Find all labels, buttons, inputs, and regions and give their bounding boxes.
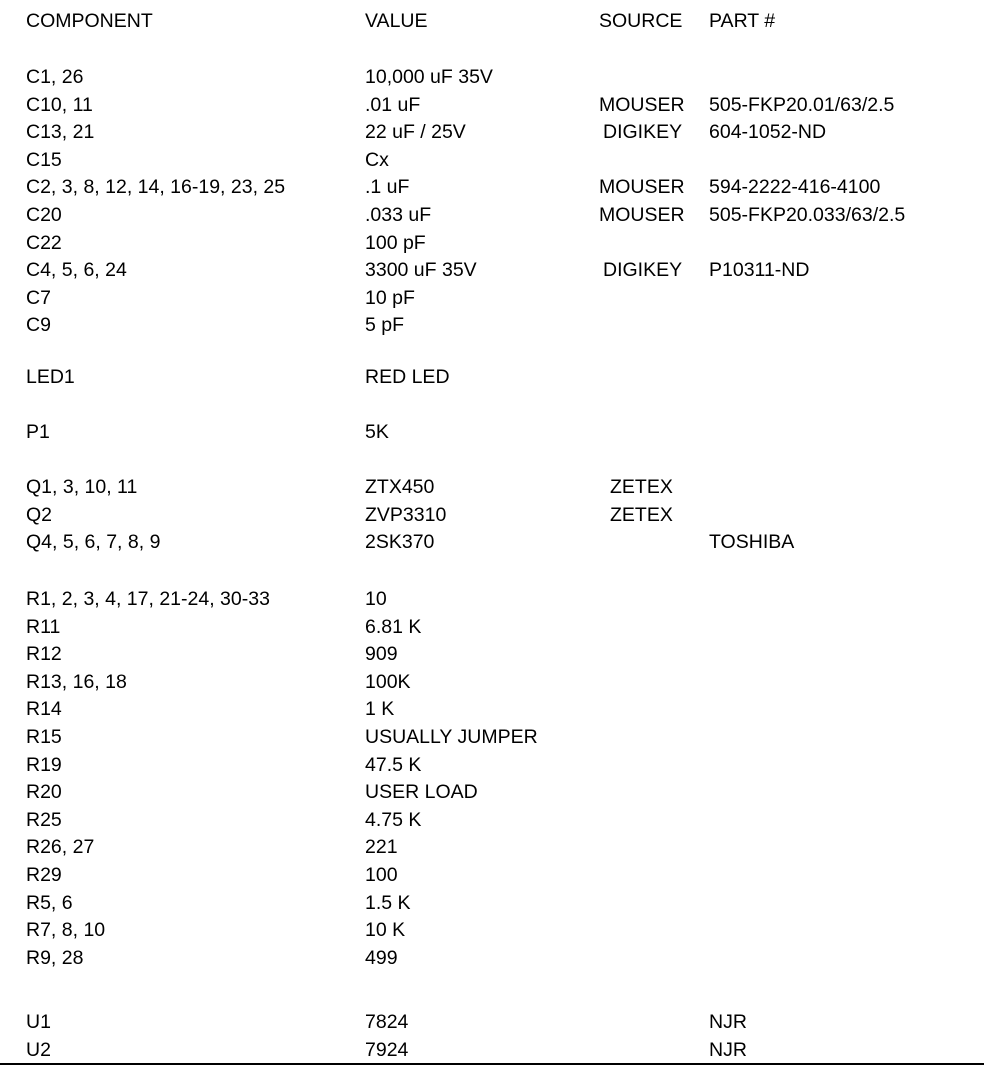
value-cell: ZTX450 bbox=[365, 476, 435, 498]
header-row bbox=[0, 7, 984, 35]
bom-row bbox=[0, 640, 984, 668]
part-cell: P10311-ND bbox=[709, 259, 810, 282]
value-cell: ZVP3310 bbox=[365, 503, 447, 526]
value-cell: 2SK370 bbox=[365, 531, 435, 554]
component-cell: Q4, 5, 6, 7, 8, 9 bbox=[26, 531, 161, 554]
component-cell: U1 bbox=[26, 1011, 51, 1033]
value-cell: RED LED bbox=[365, 366, 450, 388]
value-cell: 100K bbox=[365, 670, 411, 693]
value-cell: 1 K bbox=[365, 698, 395, 721]
bom-row bbox=[0, 668, 984, 696]
component-cell: R19 bbox=[26, 753, 62, 776]
component-cell: C22 bbox=[26, 231, 62, 254]
bom-row bbox=[0, 1036, 984, 1064]
bom-row bbox=[0, 284, 984, 312]
component-cell: C20 bbox=[26, 204, 62, 226]
component-cell: P1 bbox=[26, 421, 50, 443]
source-cell: DIGIKEY bbox=[603, 121, 683, 144]
value-cell: Cx bbox=[365, 148, 389, 171]
component-cell: C10, 11 bbox=[26, 93, 93, 116]
value-cell: USER LOAD bbox=[365, 781, 478, 804]
bom-row bbox=[0, 91, 984, 119]
bom-row bbox=[0, 778, 984, 806]
component-cell: R14 bbox=[26, 698, 62, 721]
component-cell: Q2 bbox=[26, 503, 53, 526]
part-cell: 594-2222-416-4100 bbox=[709, 176, 881, 199]
value-cell: 3300 uF 35V bbox=[365, 259, 477, 282]
value-cell: 100 pF bbox=[365, 231, 426, 254]
component-cell: R1, 2, 3, 4, 17, 21-24, 30-33 bbox=[26, 588, 270, 610]
bom-row bbox=[0, 229, 984, 257]
part-cell: NJR bbox=[709, 1038, 747, 1061]
value-cell: 10 K bbox=[365, 919, 406, 942]
component-cell: C9 bbox=[26, 314, 51, 337]
component-cell: R13, 16, 18 bbox=[26, 670, 127, 693]
source-cell: MOUSER bbox=[599, 176, 685, 199]
part-cell: TOSHIBA bbox=[709, 531, 795, 554]
bom-row bbox=[0, 751, 984, 779]
bom-row bbox=[0, 256, 984, 284]
component-cell: R11 bbox=[26, 615, 61, 638]
header-source: SOURCE bbox=[599, 10, 683, 32]
component-cell: R9, 28 bbox=[26, 946, 84, 969]
bom-row bbox=[0, 473, 984, 501]
bom-row bbox=[0, 916, 984, 944]
component-cell: C7 bbox=[26, 286, 51, 309]
value-cell: 100 bbox=[365, 864, 398, 886]
bom-row bbox=[0, 118, 984, 146]
bom-row bbox=[0, 1008, 984, 1036]
source-cell: MOUSER bbox=[599, 93, 685, 116]
bom-row bbox=[0, 806, 984, 834]
value-cell: .033 uF bbox=[365, 204, 432, 226]
value-cell: 7924 bbox=[365, 1038, 409, 1061]
component-cell: R7, 8, 10 bbox=[26, 919, 106, 942]
bom-row bbox=[0, 889, 984, 917]
component-cell: R29 bbox=[26, 864, 62, 886]
value-cell: 1.5 K bbox=[365, 891, 411, 914]
component-cell: R5, 6 bbox=[26, 891, 73, 914]
bom-row bbox=[0, 723, 984, 751]
value-cell: 10,000 uF 35V bbox=[365, 66, 493, 88]
value-cell: 22 uF / 25V bbox=[365, 121, 466, 144]
source-cell: DIGIKEY bbox=[603, 259, 683, 282]
component-cell: U2 bbox=[26, 1038, 51, 1061]
component-cell: C2, 3, 8, 12, 14, 16-19, 23, 25 bbox=[26, 176, 286, 199]
value-cell: 909 bbox=[365, 643, 398, 666]
bom-row bbox=[0, 363, 984, 391]
component-cell: Q1, 3, 10, 11 bbox=[26, 476, 138, 498]
value-cell: 5K bbox=[365, 421, 389, 443]
source-cell: MOUSER bbox=[599, 204, 685, 226]
header-component: COMPONENT bbox=[26, 10, 153, 32]
bom-row bbox=[0, 146, 984, 174]
bom-row bbox=[0, 861, 984, 889]
part-cell: 505-FKP20.033/63/2.5 bbox=[709, 204, 906, 226]
bom-row bbox=[0, 418, 984, 446]
component-cell: R26, 27 bbox=[26, 836, 95, 859]
source-cell: ZETEX bbox=[610, 476, 673, 498]
value-cell: 5 pF bbox=[365, 314, 405, 337]
value-cell: USUALLY JUMPER bbox=[365, 726, 538, 748]
bom-row bbox=[0, 695, 984, 723]
value-cell: 4.75 K bbox=[365, 808, 422, 831]
component-cell: C13, 21 bbox=[26, 121, 95, 144]
component-cell: LED1 bbox=[26, 366, 75, 388]
part-cell: 604-1052-ND bbox=[709, 121, 827, 144]
component-cell: C4, 5, 6, 24 bbox=[26, 259, 127, 282]
component-cell: C15 bbox=[26, 148, 62, 171]
value-cell: 6.81 K bbox=[365, 615, 422, 638]
bom-row bbox=[0, 585, 984, 613]
part-cell: 505-FKP20.01/63/2.5 bbox=[709, 93, 895, 116]
value-cell: .1 uF bbox=[365, 176, 410, 199]
component-cell: R15 bbox=[26, 726, 62, 748]
value-cell: .01 uF bbox=[365, 93, 421, 116]
bottom-rule bbox=[0, 1063, 984, 1065]
bom-row bbox=[0, 311, 984, 339]
value-cell: 221 bbox=[365, 836, 398, 859]
bom-row bbox=[0, 173, 984, 201]
bom-row bbox=[0, 63, 984, 91]
component-cell: C1, 26 bbox=[26, 66, 84, 88]
component-cell: R20 bbox=[26, 781, 62, 804]
header-value: VALUE bbox=[365, 10, 428, 32]
value-cell: 7824 bbox=[365, 1011, 409, 1033]
header-part: PART # bbox=[709, 10, 776, 32]
value-cell: 47.5 K bbox=[365, 753, 422, 776]
part-cell: NJR bbox=[709, 1011, 747, 1033]
bom-row bbox=[0, 528, 984, 556]
component-cell: R12 bbox=[26, 643, 62, 666]
bom-row bbox=[0, 201, 984, 229]
value-cell: 499 bbox=[365, 946, 398, 969]
bom-row bbox=[0, 944, 984, 972]
bom-row bbox=[0, 833, 984, 861]
source-cell: ZETEX bbox=[610, 503, 673, 526]
bom-row bbox=[0, 613, 984, 641]
bom-row bbox=[0, 501, 984, 529]
value-cell: 10 bbox=[365, 588, 387, 610]
value-cell: 10 pF bbox=[365, 286, 415, 309]
component-cell: R25 bbox=[26, 808, 62, 831]
